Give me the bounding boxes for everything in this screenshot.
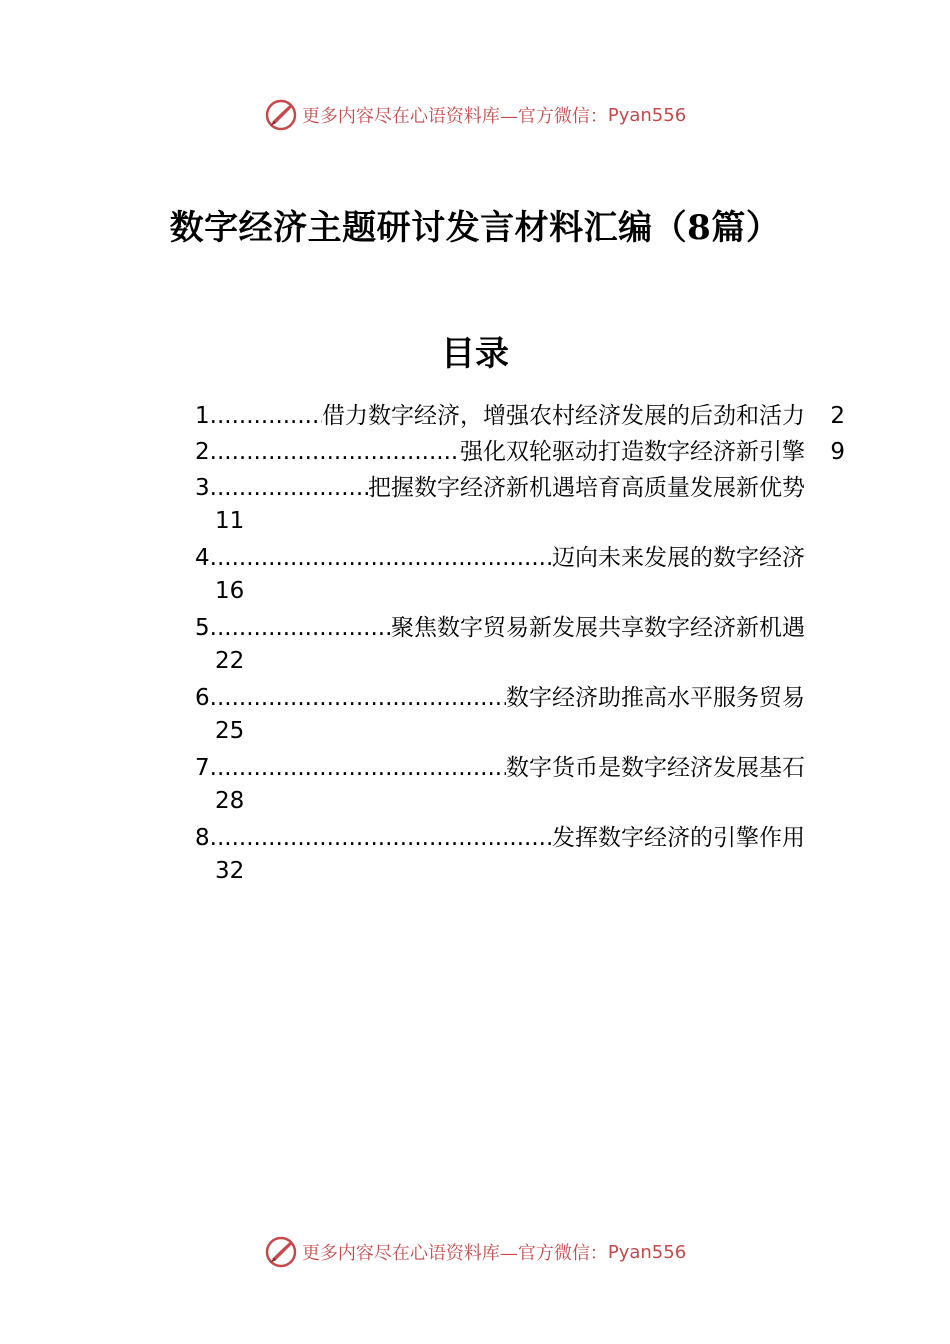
toc-main bbox=[195, 610, 805, 646]
toc-line bbox=[195, 820, 845, 856]
toc-number: 5 bbox=[195, 615, 210, 641]
toc-main bbox=[195, 398, 805, 434]
toc-heading: 目录 bbox=[441, 334, 509, 374]
toc-number: 8 bbox=[195, 825, 210, 851]
toc-entry-title: 数字货币是数字经济发展基石 bbox=[506, 755, 805, 781]
toc-page-number: 28 bbox=[215, 788, 245, 814]
toc-page-row bbox=[195, 506, 845, 540]
toc-page-number: 11 bbox=[215, 508, 245, 534]
toc-page-number: 9 bbox=[830, 439, 845, 465]
toc-entry-title: 借力数字经济，增强农村经济发展的后劲和活力 bbox=[322, 403, 805, 429]
banner-wechat-id: Pyan556 bbox=[607, 104, 687, 126]
toc-number: 1 bbox=[195, 403, 210, 429]
toc-main bbox=[195, 434, 805, 470]
toc-leader-dots bbox=[210, 820, 552, 856]
toc-leader-dots bbox=[210, 470, 368, 506]
toc-entry[interactable] bbox=[195, 470, 845, 540]
toc-leader-dots bbox=[210, 434, 460, 470]
toc-entry-title: 发挥数字经济的引擎作用 bbox=[552, 825, 805, 851]
toc-line bbox=[195, 680, 845, 716]
toc-entry-title: 强化双轮驱动打造数字经济新引擎 bbox=[460, 439, 805, 465]
toc-page-number: 2 bbox=[830, 403, 845, 429]
toc-line bbox=[195, 750, 845, 786]
toc-entry[interactable] bbox=[195, 750, 845, 820]
toc-entry[interactable] bbox=[195, 540, 845, 610]
banner-text: 更多内容尽在心语资料库—官方微信： bbox=[301, 106, 608, 127]
toc-page-number: 32 bbox=[215, 858, 245, 884]
toc-page-row bbox=[195, 576, 845, 610]
toc-line bbox=[195, 610, 845, 646]
document-title: 数字经济主题研讨发言材料汇编（8篇） bbox=[169, 208, 781, 248]
toc-main bbox=[195, 540, 805, 576]
toc-number: 4 bbox=[195, 545, 210, 571]
toc-leader-dots bbox=[210, 398, 322, 434]
table-of-contents bbox=[195, 398, 845, 890]
toc-page-number: 25 bbox=[215, 718, 245, 744]
toc-leader-dots bbox=[210, 750, 506, 786]
toc-line bbox=[195, 540, 845, 576]
toc-line bbox=[195, 398, 845, 434]
toc-entry[interactable] bbox=[195, 610, 845, 680]
footer-banner bbox=[0, 1232, 950, 1272]
toc-page-row bbox=[195, 716, 845, 750]
toc-page-row bbox=[195, 856, 845, 890]
toc-entry-title: 聚焦数字贸易新发展共享数字经济新机遇 bbox=[391, 615, 805, 641]
toc-number: 3 bbox=[195, 475, 210, 501]
toc-line bbox=[195, 470, 845, 506]
toc-number: 6 bbox=[195, 685, 210, 711]
toc-number: 2 bbox=[195, 439, 210, 465]
toc-number: 7 bbox=[195, 755, 210, 781]
toc-leader-dots bbox=[210, 540, 552, 576]
pen-logo-icon bbox=[264, 98, 298, 132]
toc-entry[interactable] bbox=[195, 820, 845, 890]
pen-logo-icon bbox=[264, 1235, 298, 1269]
banner-wechat-id: Pyan556 bbox=[607, 1241, 687, 1263]
toc-entry[interactable] bbox=[195, 434, 845, 470]
toc-page-row bbox=[195, 786, 845, 820]
toc-leader-dots bbox=[210, 610, 391, 646]
toc-line bbox=[195, 434, 845, 470]
toc-page-row bbox=[195, 646, 845, 680]
toc-entry-title: 把握数字经济新机遇培育高质量发展新优势 bbox=[368, 475, 805, 501]
header-banner bbox=[0, 95, 950, 135]
toc-entry[interactable] bbox=[195, 398, 845, 434]
toc-entry-title: 数字经济助推高水平服务贸易 bbox=[506, 685, 805, 711]
toc-leader-dots bbox=[210, 680, 506, 716]
toc-entry[interactable] bbox=[195, 680, 845, 750]
toc-main bbox=[195, 750, 805, 786]
toc-entry-title: 迈向未来发展的数字经济 bbox=[552, 545, 805, 571]
toc-page-number: 22 bbox=[215, 648, 245, 674]
toc-main bbox=[195, 680, 805, 716]
toc-page-number: 16 bbox=[215, 578, 245, 604]
banner-text: 更多内容尽在心语资料库—官方微信： bbox=[301, 1243, 608, 1264]
toc-main bbox=[195, 820, 805, 856]
toc-main bbox=[195, 470, 805, 506]
